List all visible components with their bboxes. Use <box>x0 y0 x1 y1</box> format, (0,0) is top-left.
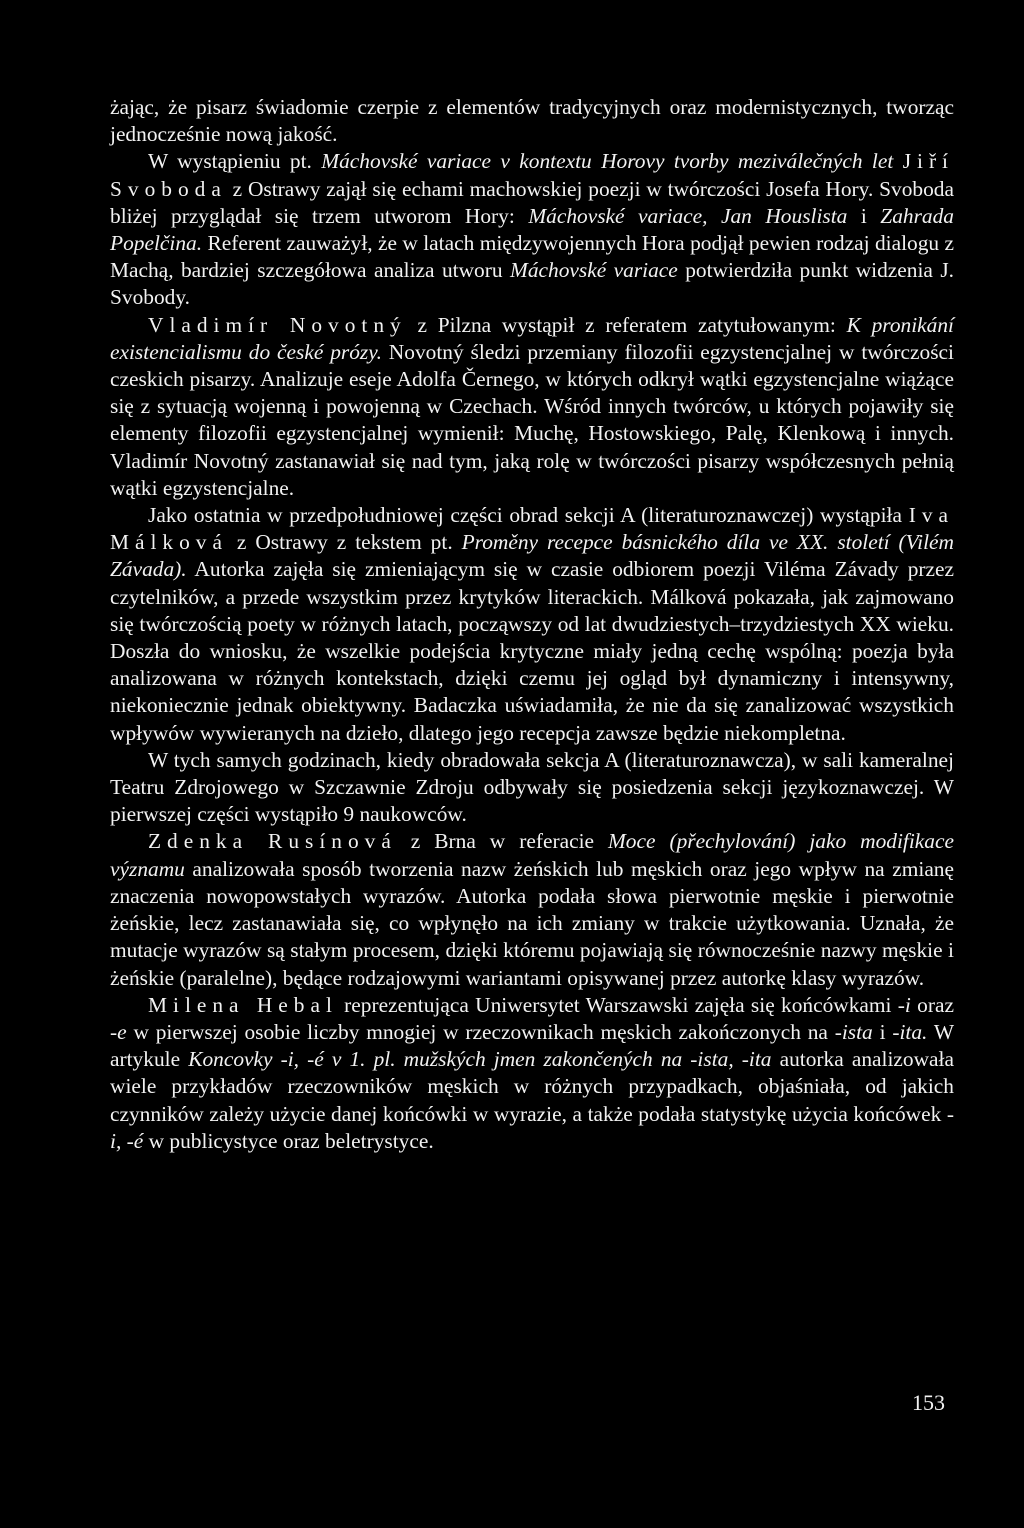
italic-title: -e <box>110 1019 127 1044</box>
body-text: W tych samych godzinach, kiedy obradowała sekcja A (literaturoznawcza), w sali kameralnej Teatru Zdrojowego w Szczawnie Zdroju odbywały się posiedzenia sekcji językoznawczej. W pierwszej części wystąpiło 9 naukowców. <box>110 747 954 827</box>
paragraph <box>110 502 954 747</box>
author-name: Jiří Svoboda <box>110 149 954 201</box>
body-text: i <box>872 1019 893 1044</box>
italic-title: -i, -é <box>110 1101 954 1153</box>
body-text: Novotný śledzi przemiany filozofii egzystencjalnej w twórczości czeskich pisarzy. Analizuje eseje Adolfa Černego, w których odkrył wątki egzystencjalne wiążące się z sytuacją wojenną i powojenną w Czechach. Wśród innych twórców, u których pojawiły się elementy filozofii egzystencjalnej wymienił: Muchę, Hostowskiego, Palę, Klenkową i innych. Vladimír Novotný zastanawiał się nad tym, jaką rolę w twórczości pisarzy współczesnych pełnią wątki egzystencjalne. <box>110 339 954 500</box>
body-text: oraz <box>910 992 954 1017</box>
body-text: reprezentująca Uniwersytet Warszawski zajęła się końcówkami <box>337 992 898 1017</box>
paragraph <box>110 747 954 829</box>
italic-title: Máchovské variace v kontextu Horovy tvorby meziválečných let <box>321 149 894 174</box>
italic-title: Moce (přechylování) jako modifikace významu <box>110 829 954 881</box>
italic-title: Zahrada Popelčina. <box>110 203 954 256</box>
body-text: z Ostrawy z tekstem pt. <box>227 530 462 555</box>
paragraph <box>110 312 954 502</box>
body-text: z Pilzna wystąpił z referatem zatytułowanym: <box>406 312 847 337</box>
body-text: analizowała sposób tworzenia nazw żeńskich lub męskich oraz jego wpływ na zmianę znaczenia nowopowstałych wyrazów. Autorka podała słowa pierwotnie męskie i pierwotnie żeńskie, lecz zastanawiała się, co wpłynęło na ich zmiany w trakcie użytkowania. Uznała, że mutacje wyrazów są stałym procesem, dzięki któremu pojawiają się równocześnie nazwy męskie i żeńskie (paralelne), będące rodzajowymi wariantami opisywanej przez autorkę klasy wyrazów. <box>110 856 954 990</box>
italic-title: K pronikání existencialismu do české prózy. <box>110 312 954 364</box>
body-text: z Ostrawy zajął się echami machowskiej poezji w twórczości Josefa Hory. Svoboda bliżej przyglądał się trzem utworom Hory: <box>110 176 954 228</box>
body-text: Autorka zajęła się zmieniającym się w czasie odbiorem poezji Viléma Závady przez czytelników, a przede wszystkim przez krytyków literackich. Málková pokazała, jak zajmowano się twórczością poety w różnych latach, począwszy od lat dwudziestych–trzydziestych XX wieku. Doszła do wniosku, że wszelkie podejścia krytyczne miały jedną cechę wspólną: poezja była analizowana w różnych kontekstach, dzięki czemu jej ogląd był dynamiczny i intensywny, niekoniecznie jednak obiektywny. Badaczka uświadamiła, że nie da się zanalizować wszystkich wpływów wywieranych na dzieło, dlatego jego recepcja zawsze będzie niekompletna. <box>110 557 954 745</box>
italic-title: Máchovské variace <box>510 258 678 283</box>
italic-title: Proměny recepce básnického díla ve XX. století (Vilém Závada). <box>110 530 954 582</box>
author-name: Milena Hebal <box>148 992 338 1017</box>
author-name: Zdenka Rusínová <box>148 829 397 854</box>
italic-title: Koncovky -i, -é v 1. pl. mužských jmen zakončených na -ista, -ita <box>188 1047 772 1072</box>
body-text: w pierwszej osobie liczby mnogiej w rzeczownikach męskich zakończonych na <box>126 1019 835 1044</box>
body-text: z Brna w referacie <box>396 829 608 854</box>
body-text: autorka analizowała wiele przykładów rzeczowników męskich w różnych przypadkach, objaśniała, od jakich czynników zależy użycie danej końcówki w wyrazie, a także podała statystykę użycia końcówek <box>110 1047 954 1126</box>
paragraph <box>110 828 954 991</box>
paragraph <box>110 148 954 311</box>
body-text <box>893 149 902 173</box>
author-name: Vladimír Novotný <box>148 312 407 337</box>
paragraph <box>110 992 954 1155</box>
italic-title: -ita. <box>892 1019 928 1044</box>
body-text: w publicystyce oraz beletrystyce. <box>143 1128 434 1153</box>
author-name: Iva Málková <box>110 503 954 555</box>
italic-title: Máchovské variace, Jan Houslista <box>528 203 848 228</box>
body-text: potwierdziła punkt widzenia J. Svobody. <box>110 258 954 310</box>
body-text: W wystąpieniu pt. <box>148 149 322 174</box>
body-text: W artykule <box>110 1019 955 1072</box>
page-body <box>110 94 954 1155</box>
italic-title: -i <box>897 992 911 1017</box>
body-text: Referent zauważył, że w latach międzywojennych Hora podjął pewien rodzaj dialogu z Machą, bardziej szczegółowa analiza utworu <box>110 231 954 283</box>
body-text: żając, że pisarz świadomie czerpie z elementów tradycyjnych oraz modernistycznych, tworząc jednocześnie nową jakość. <box>110 95 954 147</box>
body-text: Jako ostatnia w przedpołudniowej części obrad sekcji A (literaturoznawczej) wystąpiła <box>148 503 909 528</box>
paragraph <box>110 94 954 148</box>
page-number: 153 <box>912 1390 945 1415</box>
italic-title: -ista <box>834 1019 873 1044</box>
body-text: i <box>847 203 881 228</box>
